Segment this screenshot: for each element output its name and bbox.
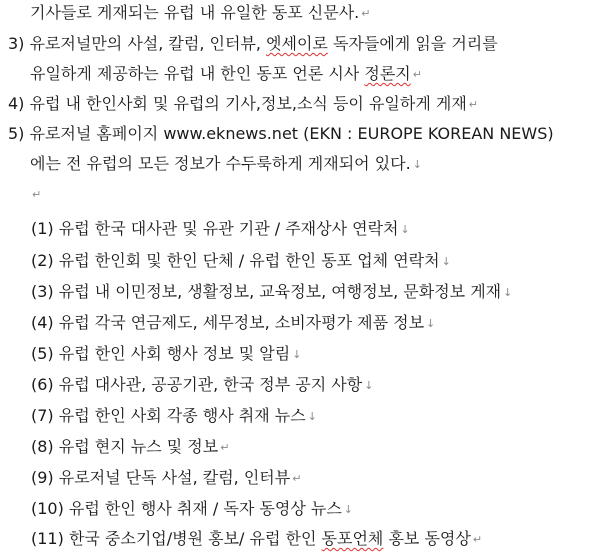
item-number: 5) xyxy=(8,124,25,143)
list-text: 유럽 한국 대사관 및 유관 기관 / 주재상사 연락처 xyxy=(58,219,399,238)
spell-flagged-word: 동포언체 xyxy=(321,529,384,548)
item-text: 에는 전 유럽의 모든 정보가 수두룩하게 게재되어 있다. xyxy=(30,154,411,173)
list-number: (2) xyxy=(31,251,54,270)
spell-flagged-word: 엣세이로 xyxy=(266,34,328,53)
list-number: (8) xyxy=(31,437,54,456)
list-text: 유럽 한인회 및 한인 단체 / 유럽 한인 동포 업체 연락처 xyxy=(58,251,440,270)
list-item xyxy=(31,463,301,493)
list-text: 유럽 대사관, 공공기관, 한국 정부 공지 사항 xyxy=(58,375,363,394)
list-number: (6) xyxy=(31,375,54,394)
list-text: 유럽 한인 사회 각종 행사 취재 뉴스 xyxy=(58,406,306,425)
line-break-mark-icon: ↓ xyxy=(441,255,451,268)
list-item xyxy=(31,308,435,338)
item-text: 유로저널만의 사설, 칼럼, 인터뷰, xyxy=(29,34,267,53)
list-text: 유럽 한인 행사 취재 / 독자 동영상 뉴스 xyxy=(68,499,342,518)
list-number: (10) xyxy=(31,499,64,518)
item-4-line-1 xyxy=(8,89,478,119)
list-text: 홍보 동영상 xyxy=(383,529,471,548)
paragraph-mark-icon: ↵ xyxy=(472,533,483,546)
list-item xyxy=(31,246,451,276)
list-item xyxy=(31,214,410,244)
line-break-mark-icon: ↓ xyxy=(364,379,374,392)
item-5-line-1 xyxy=(8,119,554,149)
list-item xyxy=(31,339,301,369)
line-break-mark-icon: ↓ xyxy=(412,158,422,171)
paragraph-mark-icon: ↵ xyxy=(468,98,478,111)
empty-line xyxy=(30,179,41,209)
list-text: 유럽 현지 뉴스 및 정보 xyxy=(58,437,219,456)
item-number: 3) xyxy=(8,34,25,53)
intro-line xyxy=(30,0,371,28)
list-number: (3) xyxy=(31,282,54,301)
item-number: 4) xyxy=(8,94,25,113)
item-text: 유로저널 홈페이지 www.eknews.net (EKN : EUROPE KOREAN NEWS) xyxy=(29,124,554,143)
list-item xyxy=(31,432,229,462)
list-item xyxy=(31,401,317,431)
list-number: (9) xyxy=(31,468,54,487)
paragraph-mark-icon: ↵ xyxy=(292,472,302,485)
item-text: 유일하게 제공하는 유럽 내 한인 동포 언론 시사 xyxy=(30,64,365,83)
line-break-mark-icon: ↓ xyxy=(400,223,410,236)
list-number: (5) xyxy=(31,344,54,363)
paragraph-mark-icon: ↵ xyxy=(412,68,422,81)
line-break-mark-icon: ↓ xyxy=(343,503,353,516)
list-item xyxy=(31,370,373,400)
paragraph-mark-icon: ↵ xyxy=(32,188,42,201)
spell-flagged-word: 정론지 xyxy=(364,64,411,83)
line-break-mark-icon: ↓ xyxy=(292,348,302,361)
line-break-mark-icon: ↓ xyxy=(426,317,436,330)
list-item xyxy=(31,524,482,554)
list-text: 유로저널 단독 사설, 칼럼, 인터뷰 xyxy=(58,468,291,487)
paragraph-mark-icon: ↵ xyxy=(361,7,371,20)
item-5-line-2 xyxy=(30,149,422,179)
list-text: 유럽 내 이민정보, 생활정보, 교육정보, 여행정보, 문화정보 게재 xyxy=(58,282,502,301)
paragraph-mark-icon: ↵ xyxy=(220,441,230,454)
line-break-mark-icon: ↓ xyxy=(503,286,513,299)
list-number: (11) xyxy=(31,529,64,548)
list-text: 유럽 각국 연금제도, 세무정보, 소비자평가 제품 정보 xyxy=(58,313,425,332)
list-number: (7) xyxy=(31,406,54,425)
intro-text: 기사들로 게재되는 유럽 내 유일한 동포 신문사. xyxy=(30,3,360,22)
list-text: 유럽 한인 사회 행사 정보 및 알림 xyxy=(58,344,291,363)
item-3-line-1 xyxy=(8,29,498,59)
list-item xyxy=(31,277,512,307)
line-break-mark-icon: ↓ xyxy=(307,410,317,423)
list-number: (1) xyxy=(31,219,54,238)
list-text: 한국 중소기업/병원 홍보/ 유럽 한인 xyxy=(68,529,322,548)
list-item xyxy=(31,494,353,524)
item-text: 독자들에게 읽을 거리를 xyxy=(327,34,498,53)
item-text: 유럽 내 한인사회 및 유럽의 기사,정보,소식 등이 유일하게 게재 xyxy=(29,94,467,113)
item-3-line-2 xyxy=(30,59,422,89)
list-number: (4) xyxy=(31,313,54,332)
